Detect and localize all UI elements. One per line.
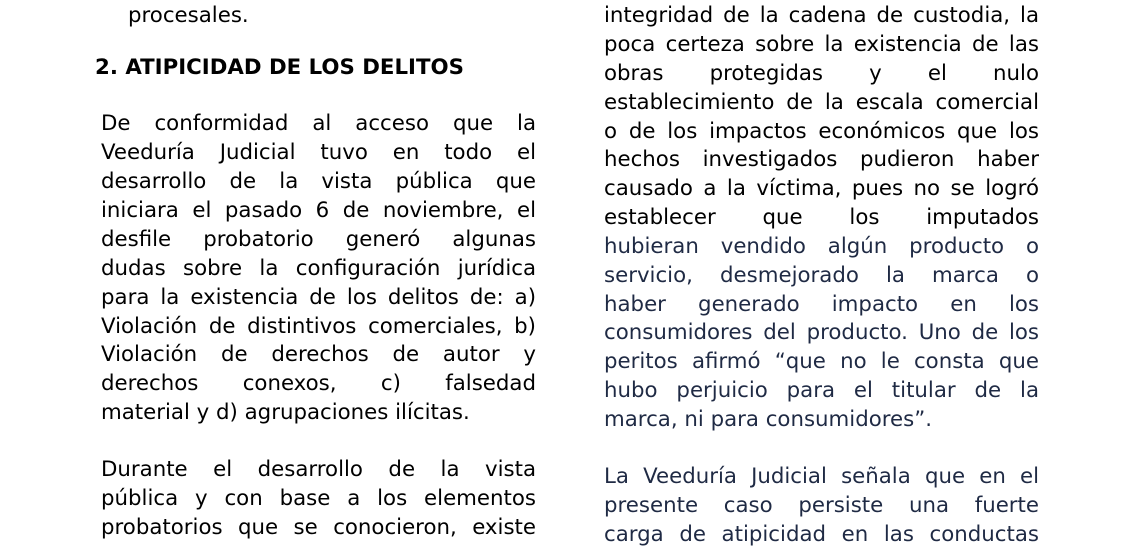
text-line: poca certeza sobre la existencia de las [604, 32, 1039, 57]
text-line: Violación de distintivos comerciales, b) [101, 314, 536, 339]
text-line: carga de atipicidad en las conductas [604, 522, 1039, 547]
text-line: establecer que los imputados [604, 205, 1039, 230]
text-line: material y d) agrupaciones ilícitas. [101, 400, 470, 425]
text-line: desarrollo de la vista pública que [101, 169, 536, 194]
text-line: consumidores del producto. Uno de los [604, 320, 1039, 345]
text-line: causado a la víctima, pues no se logró [604, 176, 1039, 201]
text-line: peritos afirmó “que no le consta que [604, 349, 1039, 374]
text-line: servicio, desmejorado la marca o [604, 263, 1039, 288]
text-line: hubieran vendido algún producto o [604, 234, 1039, 259]
text-line: procesales. [128, 3, 249, 28]
text-line: derechos conexos, c) falsedad [101, 371, 536, 396]
text-line: Veeduría Judicial tuvo en todo el [101, 140, 536, 165]
text-line: obras protegidas y el nulo [604, 61, 1039, 86]
text-line: hechos investigados pudieron haber [604, 147, 1039, 172]
text-line: Violación de derechos de autor y [101, 342, 536, 367]
text-line: hubo perjuicio para el titular de la [604, 378, 1039, 403]
text-line: La Veeduría Judicial señala que en el [604, 464, 1039, 489]
text-line: marca, ni para consumidores”. [604, 407, 933, 432]
section-heading: 2. ATIPICIDAD DE LOS DELITOS [95, 55, 464, 80]
text-line: Durante el desarrollo de la vista [101, 457, 536, 482]
text-line: probatorios que se conocieron, existe [101, 515, 536, 540]
text-line: pública y con base a los elementos [101, 486, 536, 511]
text-line: para la existencia de los delitos de: a) [101, 285, 536, 310]
text-line: haber generado impacto en los [604, 292, 1039, 317]
text-line: dudas sobre la configuración jurídica [101, 256, 536, 281]
text-line: iniciara el pasado 6 de noviembre, el [101, 198, 536, 223]
text-line: De conformidad al acceso que la [101, 111, 536, 136]
text-line: o de los impactos económicos que los [604, 119, 1039, 144]
text-line: presente caso persiste una fuerte [604, 493, 1039, 518]
text-line: establecimiento de la escala comercial [604, 90, 1039, 115]
text-line: desfile probatorio generó algunas [101, 227, 536, 252]
text-line: integridad de la cadena de custodia, la [604, 3, 1039, 28]
